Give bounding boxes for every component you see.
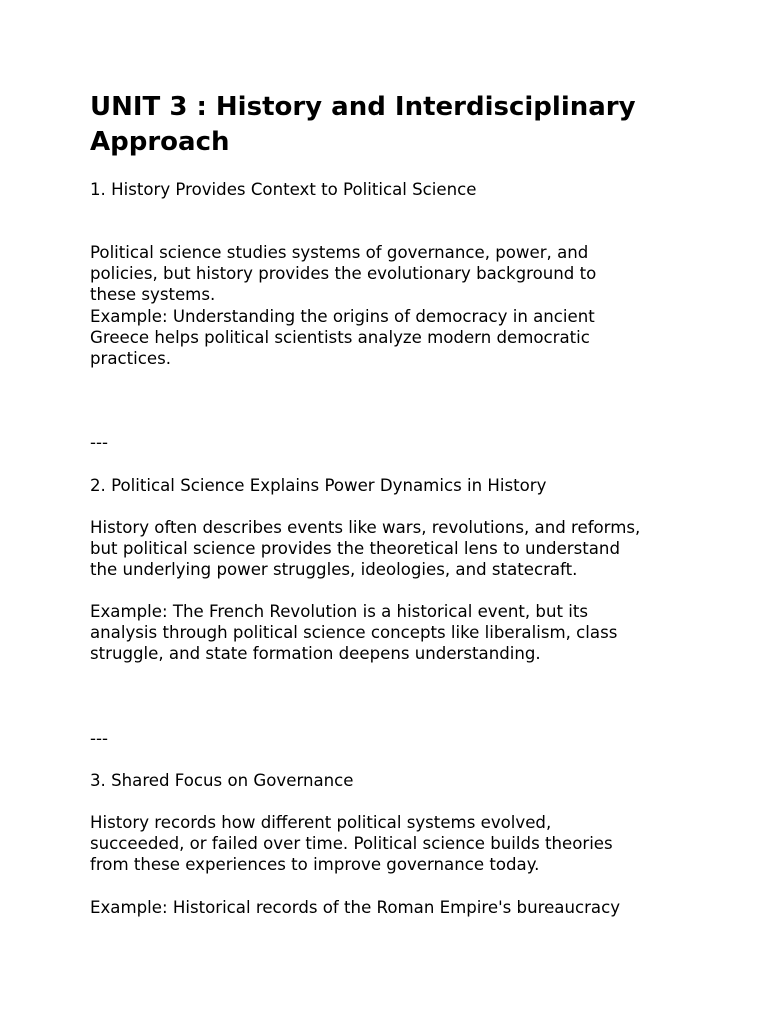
page-title-line-1: UNIT 3 : History and Interdisciplinary: [90, 92, 636, 122]
page-title-line-2: Approach: [90, 127, 230, 157]
section-1-paragraph-1-line-1: Political science studies systems of governance, power, and: [90, 243, 589, 262]
section-2-paragraph-1-line-3: the underlying power struggles, ideologies, and statecraft.: [90, 560, 578, 579]
separator-1: ---: [90, 433, 108, 452]
section-3-paragraph-1-line-1: History records how different political systems evolved,: [90, 813, 552, 832]
section-3-paragraph-1-line-2: succeeded, or failed over time. Political science builds theories: [90, 834, 613, 853]
section-2-paragraph-1-line-2: but political science provides the theoretical lens to understand: [90, 539, 620, 558]
section-1-example-line-3: practices.: [90, 349, 172, 368]
section-3-heading: 3. Shared Focus on Governance: [90, 771, 354, 790]
section-2-example-line-2: analysis through political science concepts like liberalism, class: [90, 623, 618, 642]
section-1-example-line-1: Example: Understanding the origins of democracy in ancient: [90, 307, 595, 326]
section-2-paragraph-1-line-1: History often describes events like wars, revolutions, and reforms,: [90, 518, 641, 537]
section-2-example-line-1: Example: The French Revolution is a historical event, but its: [90, 602, 588, 621]
section-1-heading: 1. History Provides Context to Political Science: [90, 180, 477, 199]
section-3-paragraph-1-line-3: from these experiences to improve governance today.: [90, 855, 540, 874]
section-1-example-line-2: Greece helps political scientists analyze modern democratic: [90, 328, 590, 347]
section-2-heading: 2. Political Science Explains Power Dynamics in History: [90, 476, 547, 495]
section-3-example-line-1: Example: Historical records of the Roman Empire's bureaucracy: [90, 898, 621, 917]
section-1-paragraph-1-line-2: policies, but history provides the evolutionary background to: [90, 264, 597, 283]
section-1-paragraph-1-line-3: these systems.: [90, 285, 216, 304]
separator-2: ---: [90, 729, 108, 748]
section-2-example-line-3: struggle, and state formation deepens understanding.: [90, 644, 541, 663]
page-title: [90, 90, 730, 160]
